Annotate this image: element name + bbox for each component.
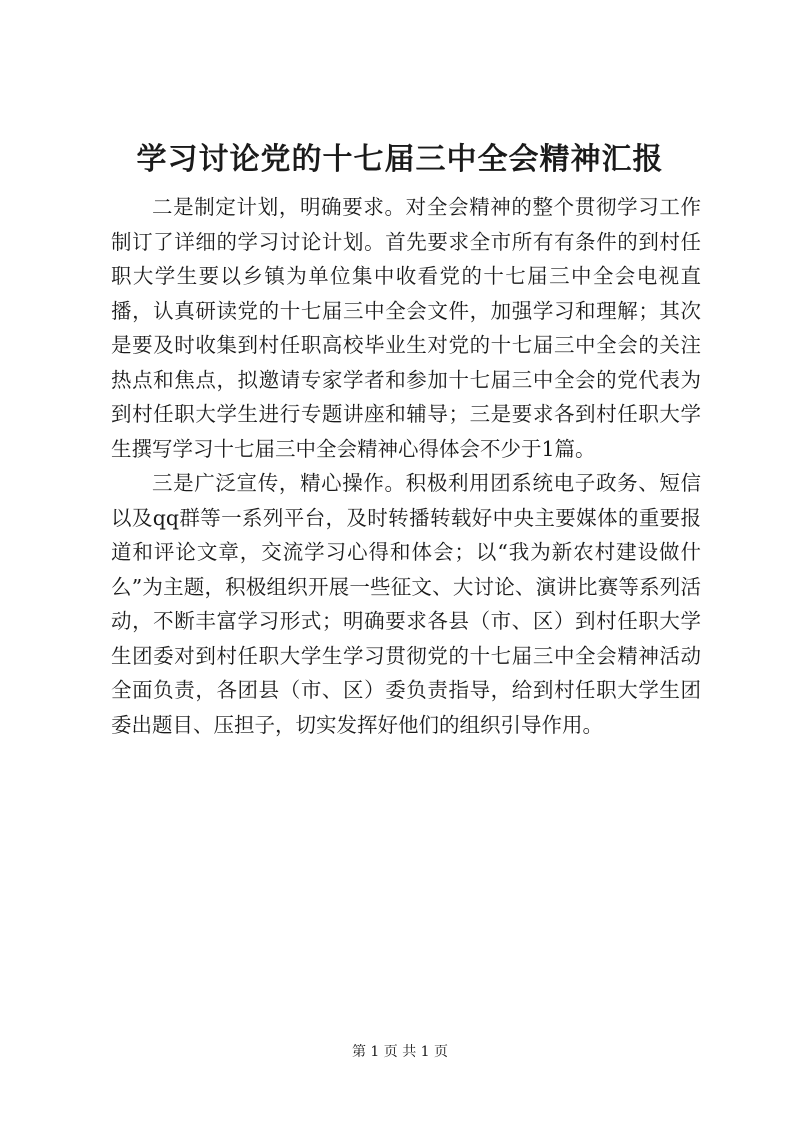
document-body — [111, 190, 701, 742]
document-title: 学习讨论党的十七届三中全会精神汇报 — [136, 142, 664, 177]
paragraph: 三是广泛宣传，精心操作。积极利用团系统电子政务、短信以及qq群等一系列平台，及时转播转载好中央主要媒体的重要报道和评论文章，交流学习心得和体会；以“我为新农村建设做什么”为主题，积极组织开展一些征文、大讨论、演讲比赛等系列活动，不断丰富学习形式；明确要求各县（市、区）到村任职大学生团委对到村任职大学生学习贯彻党的十七届三中全会精神活动全面负责，各团县（市、区）委负责指导，给到村任职大学生团委出题目、压担子，切实发挥好他们的组织引导作用。 — [111, 471, 701, 737]
paragraph: 二是制定计划，明确要求。对全会精神的整个贯彻学习工作制订了详细的学习讨论计划。首先要求全市所有有条件的到村任职大学生要以乡镇为单位集中收看党的十七届三中全会电视直播，认真研读党的十七届三中全会文件，加强学习和理解；其次是要及时收集到村任职高校毕业生对党的十七届三中全会的关注热点和焦点，拟邀请专家学者和参加十七届三中全会的党代表为到村任职大学生进行专题讲座和辅导；三是要求各到村任职大学生撰写学习十七届三中全会精神心得体会不少于1篇。 — [111, 195, 701, 461]
page-footer: 第 1 页 共 1 页 — [351, 1044, 449, 1060]
